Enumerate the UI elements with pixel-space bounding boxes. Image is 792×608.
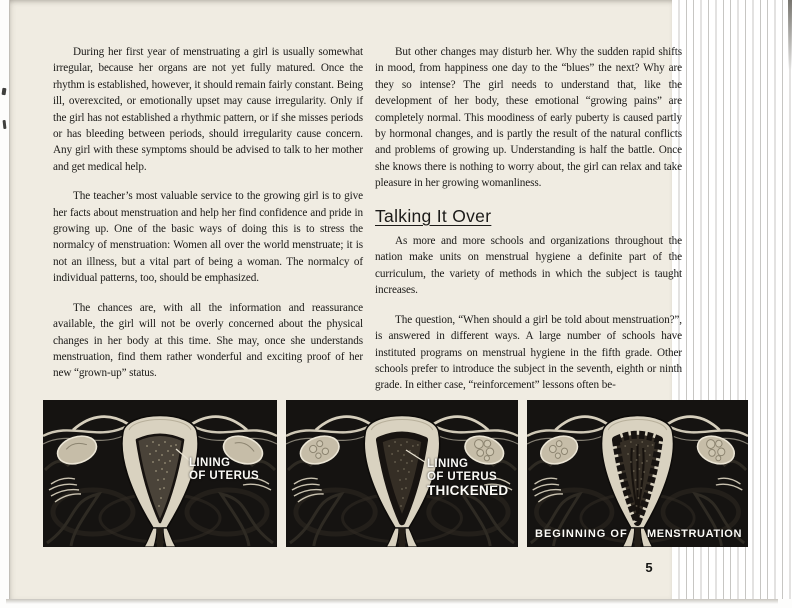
- paragraph-teacher-service: The teacher’s most valuable service to the growing girl is to give her facts about menstruation and help her find confidence and pride in growing up. One of the basic ways of doing this is to stress the normalcy of menstruation: Women all over the world menstruate; it is not an illness, but a vital part of being a woman. The normalcy of individual patterns, too, should be emphasized.: [53, 190, 363, 285]
- uterus-illustration: [527, 400, 748, 547]
- figure-lining-thickened: [286, 400, 518, 547]
- paragraph-when-to-tell: The question, “When should a girl be told about menstruation?”, is answered in different ways. A large number of schools have instituted programs on menstrual hygiene in the fifth grade. Other schools prefer to introduce the subject in the seventh, eighth or ninth grade. In either case, “reinforcement” lessons often be-: [375, 313, 682, 392]
- uterus-figure-strip: [43, 400, 748, 547]
- figure-label-line: THICKENED: [427, 483, 509, 498]
- left-text-column: [53, 44, 363, 395]
- page-number: 5: [645, 560, 653, 575]
- section-heading-talking-it-over: Talking It Over: [375, 205, 492, 226]
- figure-label-line: LINING: [189, 457, 231, 469]
- figure-label-line: MENSTRUATION: [647, 527, 742, 540]
- paragraph-schools-units: As more and more schools and organizations throughout the nation make units on menstrual hygiene a definite part of the curriculum, the variety of methods in which the subject is taught increases.: [375, 235, 682, 297]
- figure-label: [427, 458, 508, 498]
- right-text-column: [375, 44, 682, 407]
- stack-corner-shadow: [788, 0, 792, 70]
- figure-label-line: OF UTERUS: [427, 470, 498, 483]
- figure-beginning-of-menstruation: [527, 400, 748, 547]
- binding-mark: [2, 88, 7, 95]
- figure-label: [535, 528, 628, 541]
- paragraph-mood-changes: But other changes may disturb her. Why the sudden rapid shifts in mood, from happiness one day to the “blues” the next? Why are they so intense? The girl needs to understand that, like the development of her body, these emotional “growing pains” are completely normal. This moodiness of early puberty is caused partly by hormonal changes, and is partly the result of the natural conflicts and problems of growing up. Understanding is half the battle. Once she knows there is nothing to worry about, the girl can relax and take pleasure in her growing womanliness.: [375, 46, 682, 190]
- figure-label-line: LINING: [427, 458, 469, 470]
- figure-label-line: BEGINNING OF: [535, 527, 628, 540]
- paragraph-grown-up-status: The chances are, with all the information and reassurance available, the girl will not be overly concerned about the physical changes in her body at this time. She may, once she understands menstruation, find them rather wonderful and exciting proof of her new “grown-up” status.: [53, 301, 363, 380]
- figure-lining-of-uterus: [43, 400, 277, 547]
- binding-mark: [3, 120, 7, 129]
- figure-label-line: OF UTERUS: [189, 469, 260, 482]
- paragraph-irregularity: During her first year of menstruating a girl is usually somewhat irregular, because her organs are not yet fully matured. Once the rhythm is established, however, it should remain fairly constant. Being ill, overexcited, or emotionally upset may cause irregularity. Only if the girl has not established a rhythmic pattern, or if she misses periods or has bleeding between periods, should irregularity cause concern. Any girl with these symptoms should be advised to talk to her mother and get medical help.: [53, 46, 363, 173]
- page-bottom-edge-shadow: [6, 599, 778, 604]
- figure-label: [189, 457, 259, 482]
- figure-label: [647, 528, 742, 541]
